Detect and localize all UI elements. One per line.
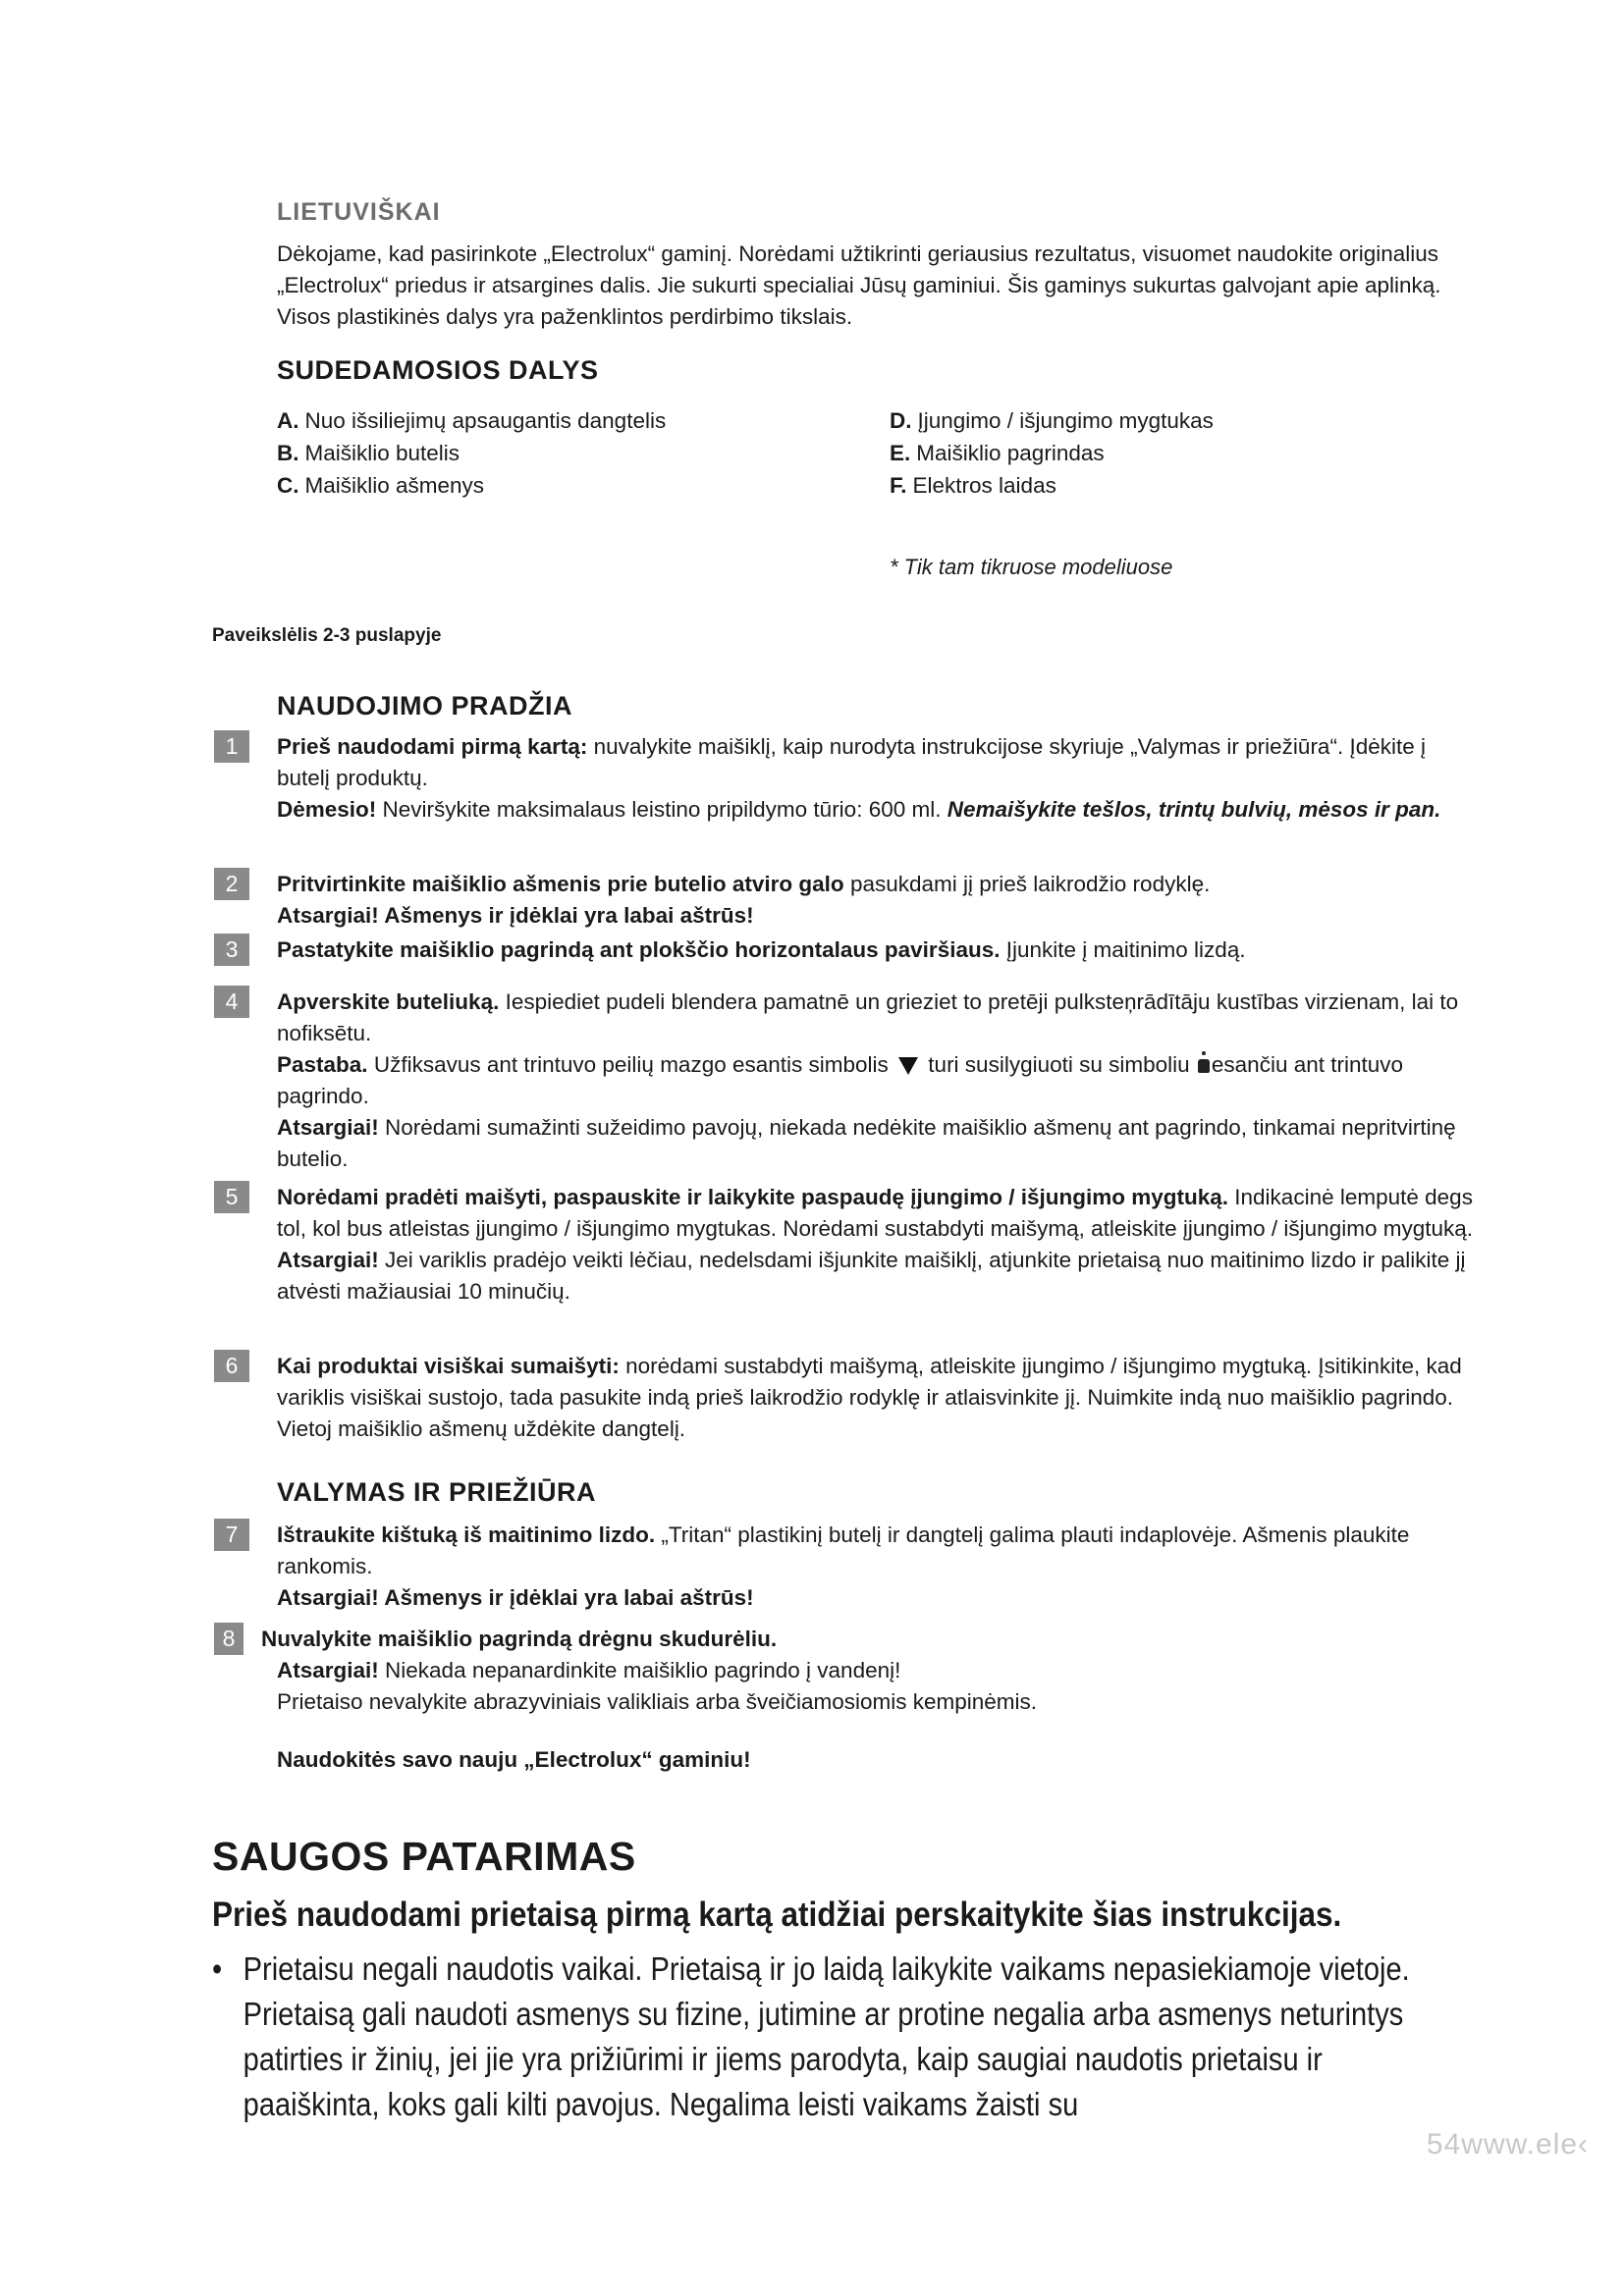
step-8-number: 8 [214, 1623, 244, 1655]
step-2: Pritvirtinkite maišiklio ašmenis prie butelio atviro galo pasukdami jį prieš laikrodžio rodyklę. Atsargiai! Ašmenys ir įdėklai yra labai aštrūs! [277, 872, 1211, 928]
safety-subtitle: Prieš naudodami prietaisą pirmą kartą atidžiai perskaitykite šias instrukcijas. [212, 1896, 1342, 1934]
step-4: Apverskite buteliuką. Iespiediet pudeli blendera pamatnē un grieziet to pretēji pulksteņrādītāju kustības virzienam, lai to nofiksētu. Pastaba. Užfiksavus ant trintuvo peilių mazgo esantis simbolis turi susilygiuoti su simboliu esančiu ant trintuvo pagrindo. Atsargiai! Norėdami sumažinti sužeidimo pavojų, niekada nedėkite maišiklio ašmenų ant pagrindo, tinkamai nepritvirtinę butelio. [277, 989, 1459, 1171]
triangle-symbol-icon [898, 1057, 918, 1075]
part-b: B. Maišiklio butelis [277, 441, 460, 465]
step-7-number: 7 [214, 1519, 249, 1551]
step-5: Norėdami pradėti maišyti, paspauskite ir laikykite paspaudę įjungimo / išjungimo mygtuką. Indikacinė lemputė degs tol, kol bus atleistas įjungimo / išjungimo mygtukas. Norėdami sustabdyti maišymą, atleiskite įjungimo / išjungimo mygtuką. Atsargiai! Jei variklis pradėjo veikti lėčiau, nedelsdami išjunkite maišiklį, atjunkite prietaisą nuo maitinimo lizdo ir palikite jį atvėsti mažiausiai 10 minučių. [277, 1185, 1473, 1304]
parts-heading: SUDEDAMOSIOS DALYS [277, 355, 599, 385]
safety-item: Prietaisu negali naudotis vaikai. Prietaisą ir jo laidą laikykite vaikams nepasiekiamoje vietoje. Prietaisą gali naudoti asmenys su fizine, jutimine ar protine negalia arba asmenys neturintys patirties ir žinių, jei jie yra prižiūrimi ir jiems parodyta, kaip saugiai naudotis prietaisu ir paaiškinta, koks gali kilti pavojus. Negalima leisti vaikams žaisti su [243, 1950, 1410, 2122]
part-c: C. Maišiklio ašmenys [277, 473, 485, 498]
lock-symbol-icon [1198, 1059, 1210, 1073]
part-f: F. Elektros laidas [890, 473, 1056, 498]
step-8: Nuvalykite maišiklio pagrindą drėgnu skudurėliu. Atsargiai! Niekada nepanardinkite maišiklio pagrindo į vandenį! Prietaiso nevalykite abrazyviniais valikliais arba šveičiamosiomis kempinėmis. [261, 1627, 1038, 1714]
parts-list-right [890, 404, 1214, 502]
step-2-number: 2 [214, 868, 249, 900]
step-6: Kai produktai visiškai sumaišyti: norėdami sustabdyti maišymą, atleiskite įjungimo / išjungimo mygtuką. Įsitikinkite, kad variklis visiškai sustojo, tada pasukite indą prieš laikrodžio rodyklę ir atlaisvinkite jį. Nuimkite indą nuo maišiklio pagrindo. Vietoj maišiklio ašmenų uždėkite dangtelį. [277, 1354, 1462, 1441]
step-3: Pastatykite maišiklio pagrindą ant plokščio horizontalaus paviršiaus. Įjunkite į maitinimo lizdą. [277, 937, 1246, 962]
step-7: Ištraukite kištuką iš maitinimo lizdo. „Tritan“ plastikinį butelį ir dangtelį galima plauti indaplovėje. Ašmenis plaukite rankomis. Atsargiai! Ašmenys ir įdėklai yra labai aštrūs! [277, 1522, 1410, 1610]
part-a: A. Nuo išsiliejimų apsaugantis dangtelis [277, 408, 667, 433]
part-e: E. Maišiklio pagrindas [890, 441, 1105, 465]
part-d: D. Įjungimo / išjungimo mygtukas [890, 408, 1214, 433]
step-5-number: 5 [214, 1181, 249, 1213]
step-3-number: 3 [214, 934, 249, 966]
language-heading: LIETUVIŠKAI [277, 198, 441, 226]
bullet-icon: • [212, 1950, 223, 1987]
step-1: Prieš naudodami pirmą kartą: nuvalykite maišiklį, kaip nurodyta instrukcijose skyriuje „Valymas ir priežiūra“. Įdėkite į butelį produktų. Dėmesio! Neviršykite maksimalaus leistino pripildymo tūrio: 600 ml. Nemaišykite tešlos, trintų bulvių, mėsos ir pan. [277, 734, 1441, 822]
parts-list-left [277, 404, 666, 502]
safety-heading: SAUGOS PATARIMAS [212, 1834, 636, 1879]
cleaning-heading: VALYMAS IR PRIEŽIŪRA [277, 1477, 597, 1507]
safety-list [212, 1947, 1456, 2127]
intro-paragraph: Dėkojame, kad pasirinkote „Electrolux“ gaminį. Norėdami užtikrinti geriausius rezultatus, visuomet naudokite originalius „Electrolux“ priedus ir atsargines dalis. Jie sukurti specialiai Jūsų gaminiui. Šis gaminys sukurtas galvojant apie aplinką. Visos plastikinės dalys yra paženklintos perdirbimo tikslais. [277, 241, 1441, 329]
enjoy-message: Naudokitės savo nauju „Electrolux“ gaminiu! [277, 1747, 751, 1772]
step-4-number: 4 [214, 986, 249, 1018]
step-1-number: 1 [214, 730, 249, 763]
page-footer: 54www.ele‹ [1426, 2128, 1589, 2161]
figure-reference: Paveikslėlis 2-3 puslapyje [212, 625, 442, 646]
getting-started-heading: NAUDOJIMO PRADŽIA [277, 691, 573, 721]
step-6-number: 6 [214, 1350, 249, 1382]
models-note: * Tik tam tikruose modeliuose [890, 555, 1173, 579]
